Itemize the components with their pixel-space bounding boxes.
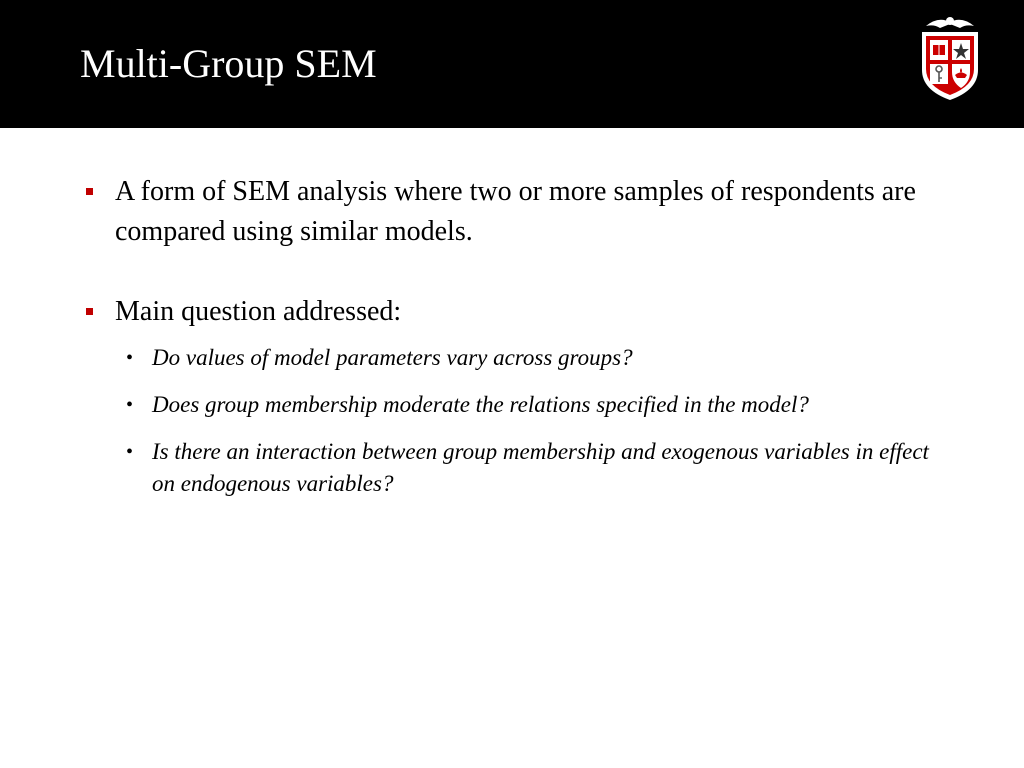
sub-bullet-item [80,389,980,421]
square-bullet-icon [86,308,93,315]
bullet-item [80,292,980,332]
sub-bullet-list [80,342,980,500]
slide-title: Multi-Group SEM [80,41,377,86]
slide-content [80,172,980,515]
dot-bullet-icon: • [126,394,134,416]
bullet-text: A form of SEM analysis where two or more samples of respondents are compared using similar models. [115,176,916,247]
university-shield-logo-icon [914,12,986,104]
dot-bullet-icon: • [126,441,134,463]
title-bar [0,0,1024,128]
sub-bullet-item [80,436,952,500]
bullet-item [80,172,980,252]
sub-bullet-item [80,342,980,374]
sub-bullet-text: Does group membership moderate the relations specified in the model? [152,392,809,417]
bullet-text: Main question addressed: [115,296,402,327]
square-bullet-icon [86,188,93,195]
sub-bullet-text: Do values of model parameters vary across groups? [152,345,633,370]
dot-bullet-icon: • [126,347,134,369]
sub-bullet-text: Is there an interaction between group membership and exogenous variables in effect on endogenous variables? [152,439,929,496]
